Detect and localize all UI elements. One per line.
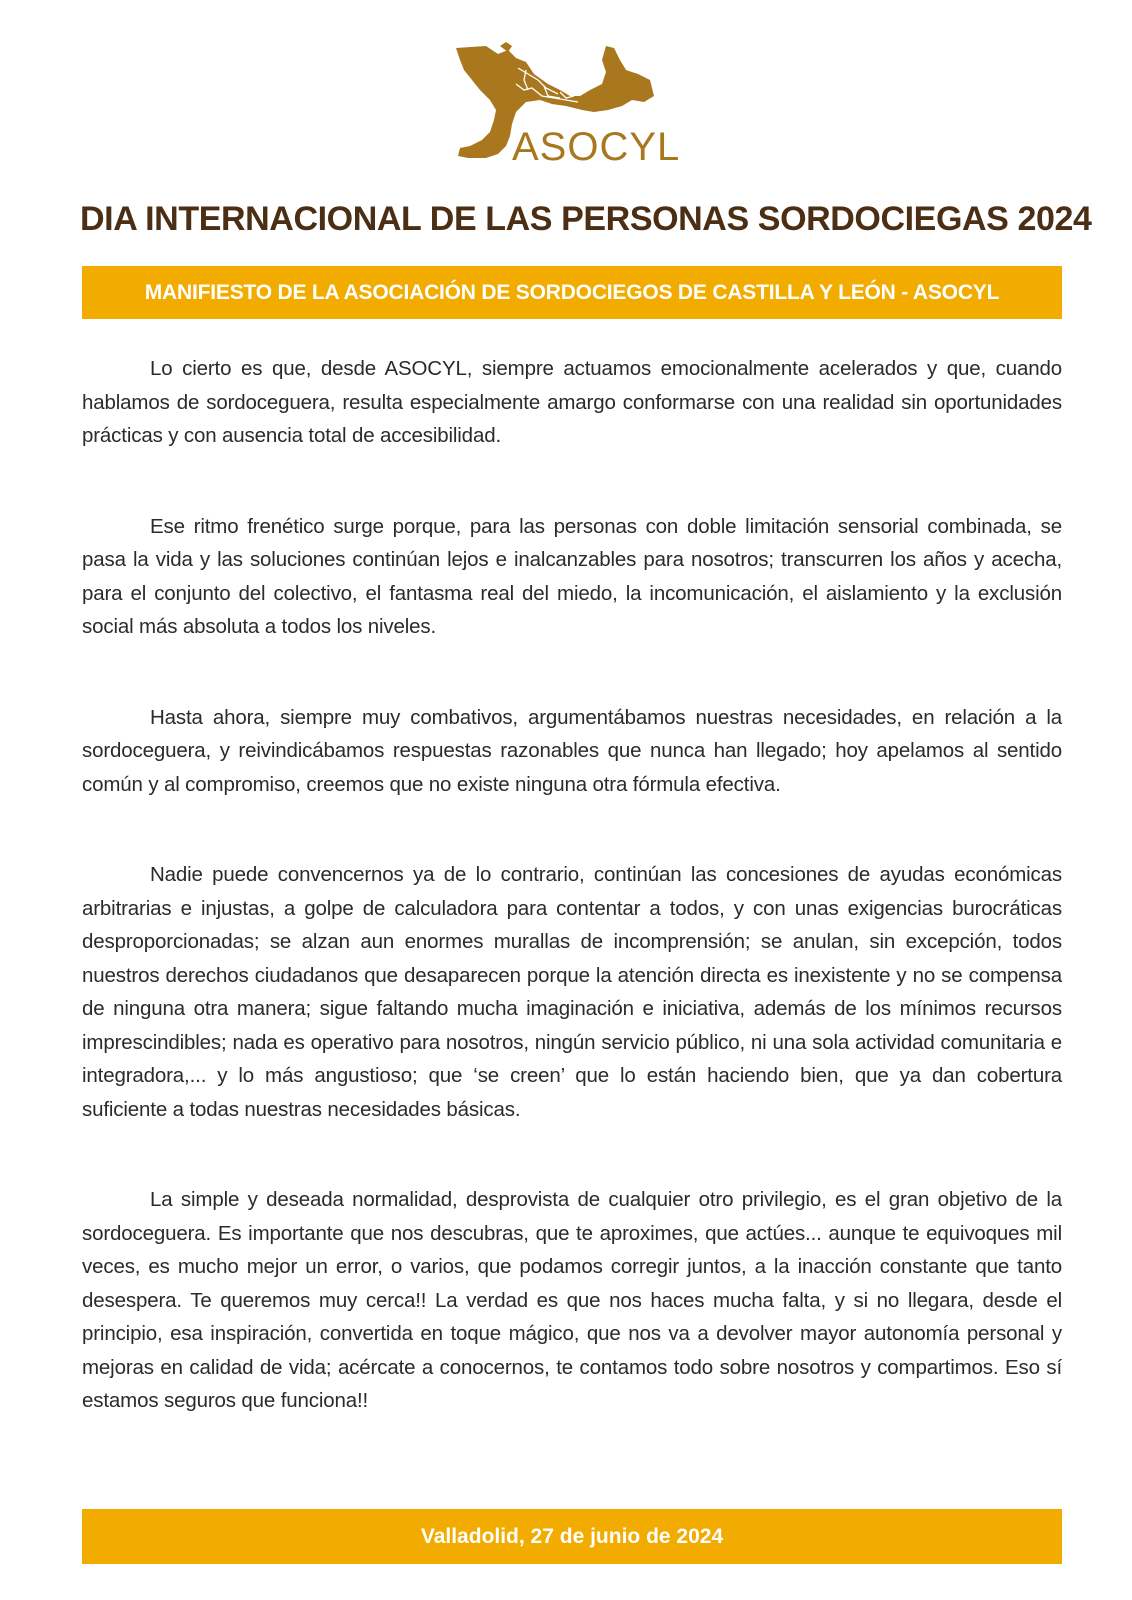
- paragraph: Hasta ahora, siempre muy combativos, argumentábamos nuestras necesidades, en relación a la sordoceguera, y reivindicábamos respuestas razonables que nunca han llegado; hoy apelamos al sentido común y al compromiso, creemos que no existe ninguna otra fórmula efectiva.: [82, 705, 1062, 796]
- paragraph: Ese ritmo frenético surge porque, para las personas con doble limitación sensorial combinada, se pasa la vida y las soluciones continúan lejos e inalcanzables para nosotros; transcurren los años y acecha, para el conjunto del colectivo, el fantasma real del miedo, la incomunicación, el aislamiento y la exclusión social más absoluta a todos los niveles.: [82, 514, 1062, 638]
- paragraph: La simple y deseada normalidad, desprovista de cualquier otro privilegio, es el gran objetivo de la sordoceguera. Es importante que nos descubras, que te aproximes, que actúes... aunque te equivoques mil veces, es mucho mejor un error, o varios, que podamos corregir juntos, a la inacción constante que tanto desespera. Te queremos muy cerca!! La verdad es que nos haces mucha falta, y si no llegara, desde el principio, esa inspiración, convertida en toque mágico, que nos va a devolver mayor autonomía personal y mejoras en calidad de vida; acércate a conocernos, te contamos todo sobre nosotros y compartimos. Eso sí estamos seguros que funciona!!: [82, 1188, 1062, 1412]
- date-place-footer: Valladolid, 27 de junio de 2024: [82, 1509, 1062, 1564]
- paragraph: Lo cierto es que, desde ASOCYL, siempre actuamos emocionalmente acelerados y que, cuando hablamos de sordoceguera, resulta especialmente amargo conformarse con una realidad sin oportunidades prácticas y con ausencia total de accesibilidad.: [82, 357, 1062, 447]
- page-title: DIA INTERNACIONAL DE LAS PERSONAS SORDOCIEGAS 2024: [80, 200, 1092, 238]
- paragraph: Nadie puede convencernos ya de lo contrario, continúan las concesiones de ayudas económicas arbitrarias e injustas, a golpe de calculadora para contentar a todos, y con unas exigencias burocráticas desproporcionadas; se alzan aun enormes murallas de incomprensión; se anulan, sin excepción, todos nuestros derechos ciudadanos que desaparecen porque la atención directa es inexistente y no se compensa de ninguna otra manera; sigue faltando mucha imaginación e iniciativa, además de los mínimos recursos imprescindibles; nada es operativo para nosotros, ningún servicio público, ni una sola actividad comunitaria e integradora,... y lo más angustioso; que ‘se creen’ que lo están haciendo bien, que ya dan cobertura suficiente a todas nuestras necesidades básicas.: [82, 863, 1062, 1121]
- manifesto-subtitle-banner: MANIFIESTO DE LA ASOCIACIÓN DE SORDOCIEGOS DE CASTILLA Y LEÓN - ASOCYL: [82, 266, 1062, 319]
- logo-text: ASOCYL: [512, 125, 681, 169]
- manifesto-body: [82, 352, 1062, 1418]
